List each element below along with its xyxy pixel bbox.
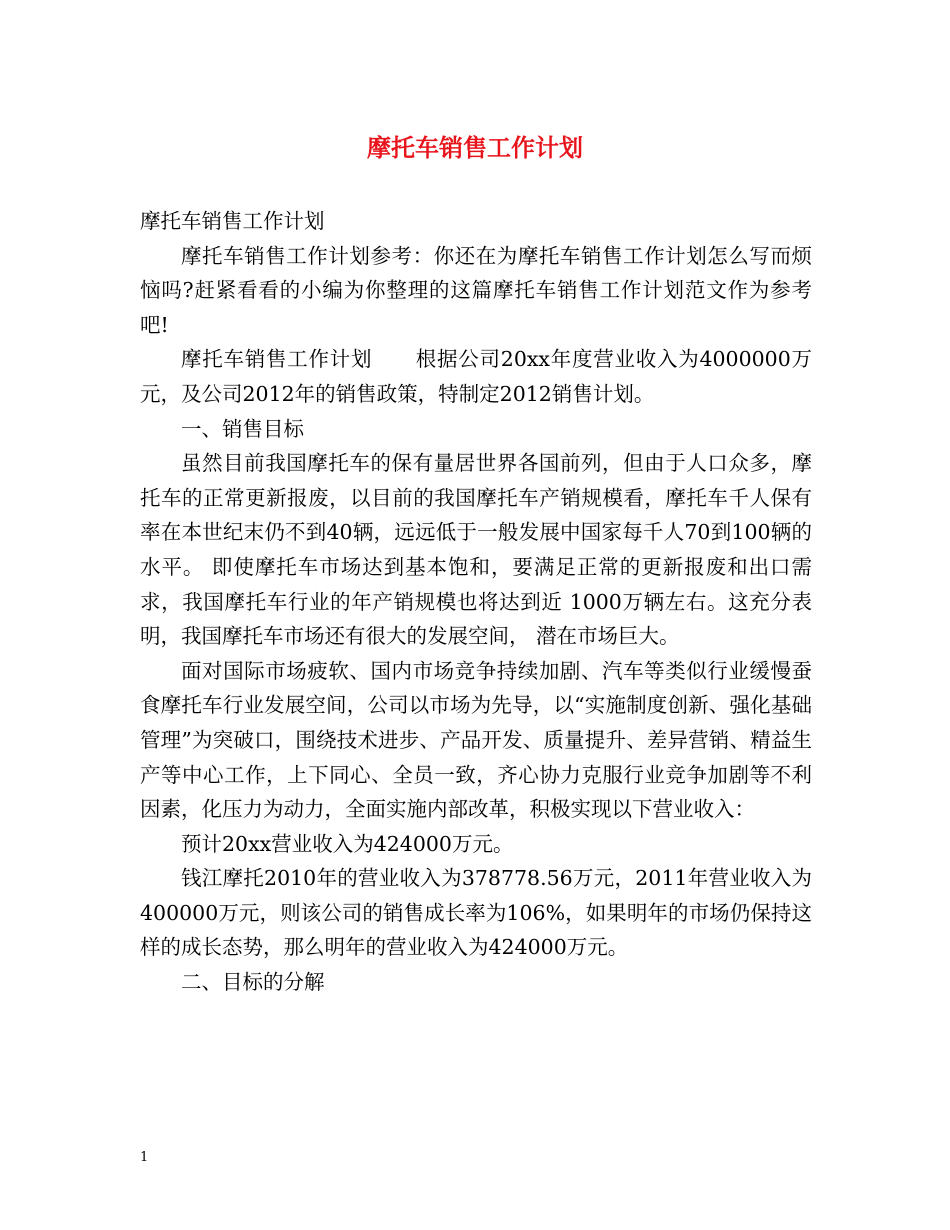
section-heading-target-breakdown: 二、目标的分解: [181, 970, 325, 995]
paragraph-heading: 摩托车销售工作计划: [140, 209, 325, 233]
paragraph-market: 虽然目前我国摩托车的保有量居世界各国前列，但由于人口众多，摩托车的正常更新报废，以目前的我国摩托车产销规模看，摩托车千人保有率在本世纪末仍不到40辆，远远低于一般发展中国家每千人70到100辆的水平。 即使摩托车市场达到基本饱和，要满足正常的更新报废和出口需求，我国摩托车行业的年产销规模也将达到近 1000万辆左右。这充分表明，我国摩托车市场还有很大的发展空间， 潜在市场巨大。: [140, 451, 812, 649]
plan-label: 摩托车销售工作计划: [181, 347, 373, 372]
paragraph-intro: 摩托车销售工作计划参考：你还在为摩托车销售工作计划怎么写而烦恼吗?赶紧看看的小编为你整理的这篇摩托车销售工作计划范文作为参考吧!: [140, 243, 812, 337]
paragraph-strategy: 面对国际市场疲软、国内市场竞争持续加剧、汽车等类似行业缓慢蚕食摩托车行业发展空间，公司以市场为先导，以“实施制度创新、强化基础管理”为突破口，围绕技术进步、产品开发、质量提升、差异营销、精益生产等中心工作，上下同心、全员一致，齐心协力克服行业竞争加剧等不利因素，化压力为动力，全面实施内部改革，积极实现以下营业收入：: [140, 658, 812, 822]
plan-gap: [372, 347, 416, 371]
paragraph-plan: [140, 342, 812, 411]
paragraph-forecast: 预计20xx营业收入为424000万元。: [181, 831, 514, 856]
document-title: 摩托车销售工作计划: [367, 134, 583, 162]
document-body: [140, 204, 812, 1000]
page-number: 1: [140, 1150, 149, 1165]
section-heading-sales-target: 一、销售目标: [181, 416, 304, 441]
plan-text: 根据公司20xx年度营业收入为4000000万元，及公司2012年的销售政策，特制定2012销售计划。: [140, 347, 812, 406]
paragraph-growth: 钱江摩托2010年的营业收入为378778.56万元，2011年营业收入为400000万元，则该公司的销售成长率为106%，如果明年的市场仍保持这样的成长态势，那么明年的营业收入为424000万元。: [140, 866, 812, 960]
